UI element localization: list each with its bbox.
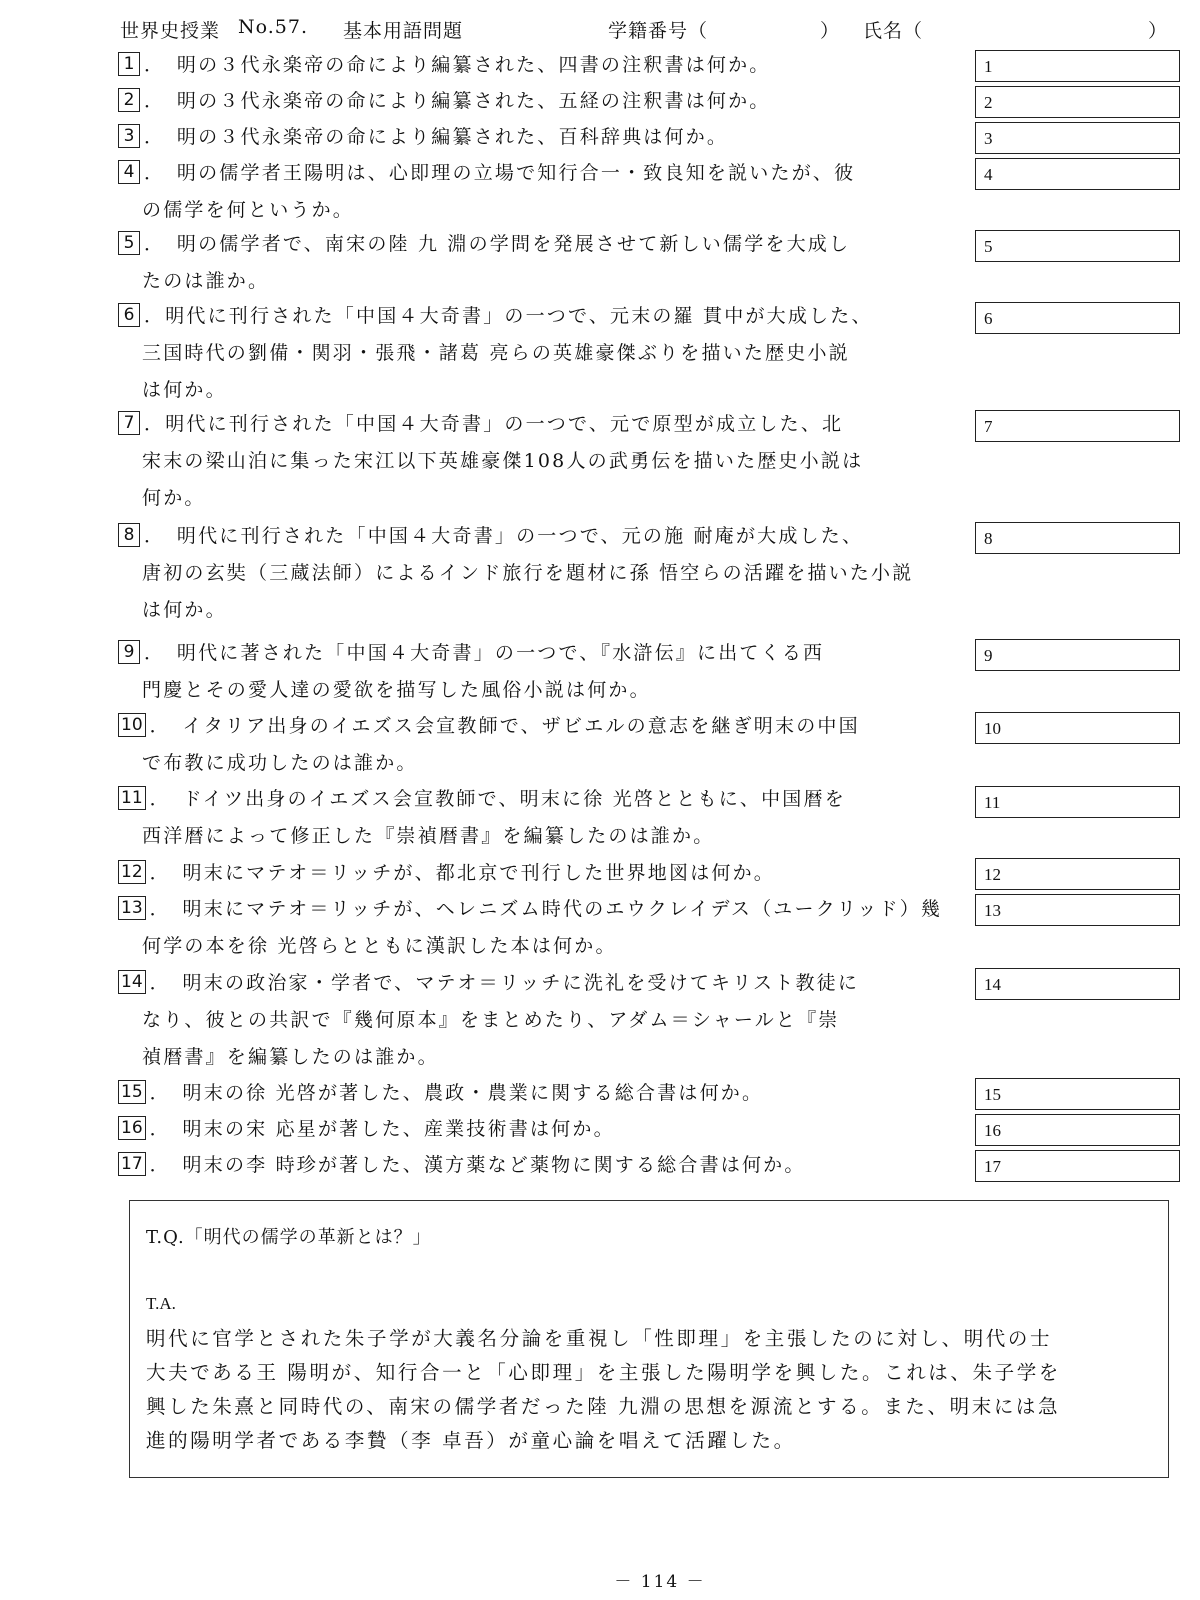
answer-box-7[interactable]: 7 (975, 410, 1180, 442)
question-number: 2 (118, 88, 140, 112)
answer-box-2[interactable]: 2 (975, 86, 1180, 118)
question-text: ． 明代に刊行された「中国４大奇書」の一つで、元の施 耐庵が大成した、 (144, 525, 864, 547)
topic-question: T.Q.「明代の儒学の革新とは？」 (146, 1227, 432, 1248)
answer-box-5[interactable]: 5 (975, 230, 1180, 262)
topic-answer-line: 明代に官学とされた朱子学が大義名分論を重視し「性即理」を主張したのに対し、明代の士 (146, 1327, 1053, 1350)
question-text: ． 明の３代永楽帝の命により編纂された、四書の注釈書は何か。 (144, 54, 771, 76)
question-15 (118, 1075, 763, 1112)
sheet-number: No.57. (238, 16, 308, 38)
question-text-continued: 何か。 (142, 487, 206, 509)
question-text-continued: で布教に成功したのは誰か。 (142, 752, 418, 774)
page-number: － 114 － (614, 1572, 706, 1592)
question-text: ． 明末の政治家・学者で、マテオ＝リッチに洗礼を受けてキリスト教徒に (149, 972, 860, 994)
question-number: 8 (118, 523, 140, 547)
question-13 (118, 891, 942, 965)
question-text-continued: 禎暦書』を編纂したのは誰か。 (142, 1046, 439, 1068)
answer-box-11[interactable]: 11 (975, 786, 1180, 818)
question-number: 4 (118, 160, 140, 184)
question-3 (118, 119, 728, 156)
question-11 (118, 781, 846, 855)
question-2 (118, 83, 771, 120)
question-text-continued: 三国時代の劉備・関羽・張飛・諸葛 亮らの英雄豪傑ぶりを描いた歴史小説 (142, 342, 850, 364)
question-17 (118, 1147, 806, 1184)
question-text: ． 明末にマテオ＝リッチが、ヘレニズム時代のエウクレイデス（ユークリッド）幾 (149, 898, 943, 920)
question-text: ． 明の３代永楽帝の命により編纂された、五経の注釈書は何か。 (144, 90, 771, 112)
answer-box-8[interactable]: 8 (975, 522, 1180, 554)
question-text-continued: は何か。 (142, 599, 227, 621)
question-text: ． イタリア出身のイエズス会宣教師で、ザビエルの意志を継ぎ明末の中国 (149, 715, 860, 737)
question-text-continued: 門慶とその愛人達の愛欲を描写した風俗小説は何か。 (142, 679, 651, 701)
question-text: ． 明末にマテオ＝リッチが、都北京で刊行した世界地図は何か。 (149, 862, 776, 884)
answer-box-4[interactable]: 4 (975, 158, 1180, 190)
answer-box-1[interactable]: 1 (975, 50, 1180, 82)
question-number: 17 (118, 1152, 146, 1176)
question-text-continued: 唐初の玄奘（三蔵法師）によるインド旅行を題材に孫 悟空らの活躍を描いた小説 (142, 562, 914, 584)
student-id-label: 学籍番号（ (608, 20, 709, 42)
question-number: 15 (118, 1080, 146, 1104)
question-14 (118, 965, 859, 1076)
question-number: 12 (118, 860, 146, 884)
question-4 (118, 155, 855, 229)
question-text: ． 明の３代永楽帝の命により編纂された、百科辞典は何か。 (144, 126, 729, 148)
question-text: ． 明末の徐 光啓が著した、農政・農業に関する総合書は何か。 (149, 1082, 764, 1104)
question-number: 16 (118, 1116, 146, 1140)
answer-box-14[interactable]: 14 (975, 968, 1180, 1000)
question-9 (118, 635, 824, 709)
worksheet-header (120, 14, 1175, 44)
question-text-continued: の儒学を何というか。 (142, 199, 355, 221)
question-number: 14 (118, 970, 146, 994)
question-text-continued: は何か。 (142, 379, 227, 401)
answer-box-9[interactable]: 9 (975, 639, 1180, 671)
question-5 (118, 226, 850, 300)
name-label: 氏名（ (863, 20, 924, 42)
topic-answer-line: 興した朱熹と同時代の、南宋の儒学者だった陸 九淵の思想を源流とする。また、明末には急 (146, 1395, 1061, 1418)
summary-box (129, 1200, 1169, 1478)
question-8 (118, 518, 913, 629)
name-close: ） (1148, 20, 1169, 42)
question-text: ． 明代に著された「中国４大奇書」の一つで、『水滸伝』に出てくる西 (144, 642, 825, 664)
question-12 (118, 855, 775, 892)
question-10 (118, 708, 860, 782)
question-text: ． 明の儒学者王陽明は、心即理の立場で知行合一・致良知を説いたが、彼 (144, 162, 856, 184)
answer-box-17[interactable]: 17 (975, 1150, 1180, 1182)
answer-box-13[interactable]: 13 (975, 894, 1180, 926)
course-title: 世界史授業 (120, 20, 221, 42)
question-text: ．明代に刊行された「中国４大奇書」の一つで、元で原型が成立した、北 (144, 413, 844, 435)
topic-answer-label: T.A. (146, 1294, 176, 1313)
student-id-close: ） (820, 20, 841, 42)
answer-box-15[interactable]: 15 (975, 1078, 1180, 1110)
question-number: 9 (118, 640, 140, 664)
question-number: 6 (118, 303, 140, 327)
question-text-continued: 宋末の梁山泊に集った宋江以下英雄豪傑108人の武勇伝を描いた歴史小説は (142, 450, 864, 472)
question-text: ．明代に刊行された「中国４大奇書」の一つで、元末の羅 貫中が大成した、 (144, 305, 873, 327)
question-1 (118, 47, 771, 84)
question-7 (118, 406, 863, 517)
answer-box-12[interactable]: 12 (975, 858, 1180, 890)
answer-box-16[interactable]: 16 (975, 1114, 1180, 1146)
question-number: 11 (118, 786, 146, 810)
topic-answer-line: 進的陽明学者である李贄（李 卓吾）が童心論を唱えて活躍した。 (146, 1429, 796, 1452)
question-number: 5 (118, 231, 140, 255)
question-text: ． 明末の李 時珍が著した、漢方薬など薬物に関する総合書は何か。 (149, 1154, 806, 1176)
question-16 (118, 1111, 615, 1148)
question-number: 13 (118, 896, 146, 920)
question-number: 1 (118, 52, 140, 76)
topic-answer-line: 大夫である王 陽明が、知行合一と「心即理」を主張した陽明学を興した。これは、朱子学を (146, 1361, 1061, 1384)
question-number: 3 (118, 124, 140, 148)
answer-box-10[interactable]: 10 (975, 712, 1180, 744)
question-text-continued: 西洋暦によって修正した『崇禎暦書』を編纂したのは誰か。 (142, 825, 715, 847)
question-text: ． ドイツ出身のイエズス会宣教師で、明末に徐 光啓とともに、中国暦を (149, 788, 846, 810)
question-text-continued: なり、彼との共訳で『幾何原本』をまとめたり、アダム＝シャールと『崇 (142, 1009, 840, 1031)
question-6 (118, 298, 873, 409)
question-text: ． 明の儒学者で、南宋の陸 九 淵の学問を発展させて新しい儒学を大成し (144, 233, 851, 255)
sheet-title: 基本用語問題 (343, 20, 464, 42)
answer-box-3[interactable]: 3 (975, 122, 1180, 154)
question-text-continued: たのは誰か。 (142, 270, 270, 292)
question-text-continued: 何学の本を徐 光啓らとともに漢訳した本は何か。 (142, 935, 617, 957)
answer-box-6[interactable]: 6 (975, 302, 1180, 334)
question-text: ． 明末の宋 応星が著した、産業技術書は何か。 (149, 1118, 615, 1140)
question-number: 7 (118, 411, 140, 435)
question-number: 10 (118, 713, 146, 737)
